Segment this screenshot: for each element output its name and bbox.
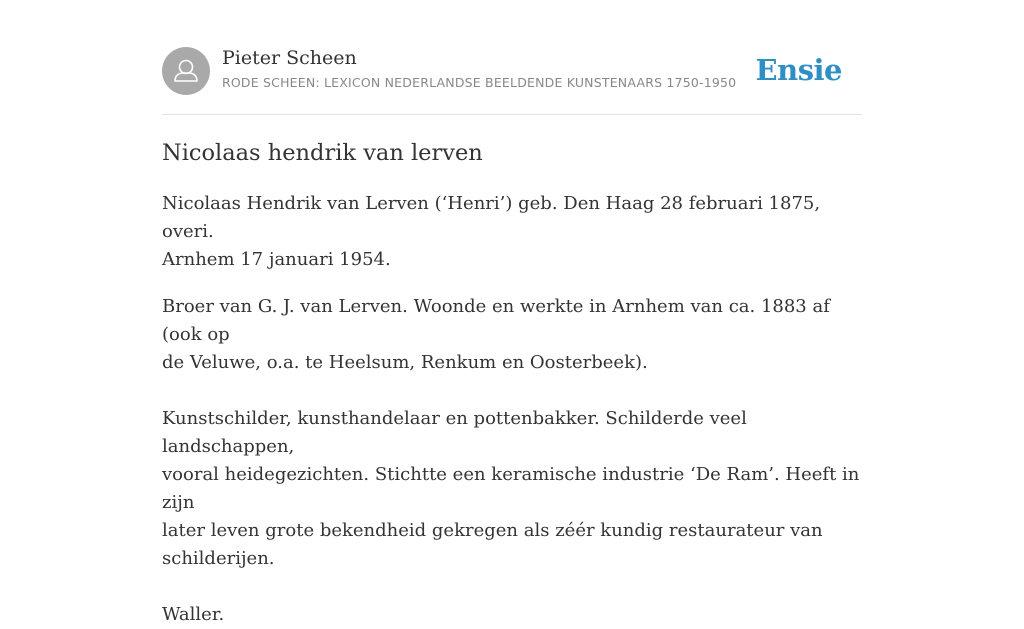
paragraph: Nicolaas Hendrik van Lerven (‘Henri’) geb. Den Haag 28 februari 1875, overi. Arnhem 17 januari 1954. bbox=[162, 193, 821, 270]
page-title: Nicolaas hendrik van lerven bbox=[162, 140, 483, 166]
article-header bbox=[162, 47, 862, 115]
avatar[interactable] bbox=[162, 47, 210, 95]
paragraph: Broer van G. J. van Lerven. Woonde en werkte in Arnhem van ca. 1883 af (ook op de Veluwe, o.a. te Heelsum, Renkum en Oosterbeek). bbox=[162, 296, 830, 373]
user-icon bbox=[162, 47, 210, 95]
article-body bbox=[162, 190, 862, 629]
source-title[interactable]: RODE SCHEEN: LEXICON NEDERLANDSE BEELDENDE KUNSTENAARS 1750-1950 bbox=[222, 75, 737, 90]
brand-logo[interactable]: Ensie bbox=[755, 53, 842, 87]
paragraph: Kunstschilder, kunsthandelaar en pottenbakker. Schilderde veel landschappen, vooral heidegezichten. Stichtte een keramische industrie ‘De Ram’. Heeft in zijn later leven grote bekendheid gekregen als zéér kundig restaurateur van schilderijen. bbox=[162, 408, 860, 569]
paragraph: Waller. bbox=[162, 604, 225, 625]
author-name[interactable]: Pieter Scheen bbox=[222, 47, 357, 69]
